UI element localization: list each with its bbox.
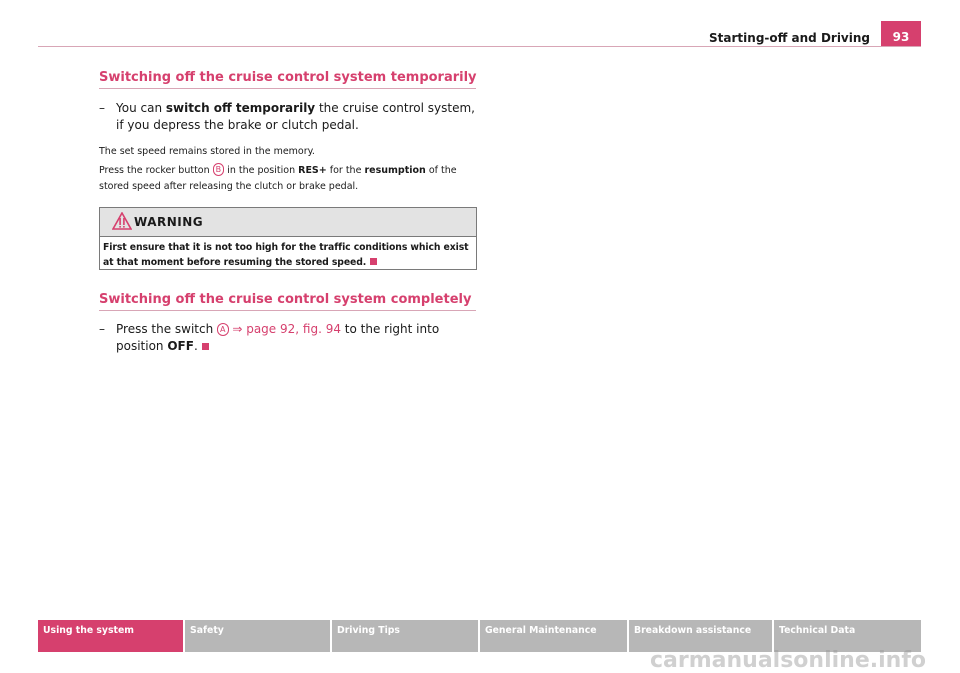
warning-header bbox=[100, 208, 476, 237]
step-dash: – bbox=[99, 101, 105, 115]
nav-tab-general-maintenance[interactable]: General Maintenance bbox=[480, 620, 627, 652]
nav-tab-using-the-system[interactable]: Using the system bbox=[38, 620, 183, 652]
nav-tab-driving-tips[interactable]: Driving Tips bbox=[332, 620, 478, 652]
page-reference-link[interactable]: ⇒ page 92, fig. 94 bbox=[232, 322, 341, 336]
note-text: Press the rocker button bbox=[99, 165, 213, 176]
step-body bbox=[99, 321, 479, 355]
badge-a: A bbox=[217, 323, 228, 336]
note-rocker-button bbox=[99, 163, 479, 195]
warning-text bbox=[100, 237, 476, 270]
end-square-icon bbox=[370, 258, 377, 265]
section-title-temporarily: Switching off the cruise control system temporarily bbox=[99, 70, 476, 89]
step-switch-off-temporarily bbox=[99, 100, 479, 134]
badge-b: B bbox=[213, 163, 225, 176]
step-text: You can bbox=[116, 101, 166, 115]
warning-text-content: First ensure that it is not too high for the traffic conditions which exist at that moment before resuming the stored speed. bbox=[103, 242, 469, 268]
nav-tab-breakdown-assistance[interactable]: Breakdown assistance bbox=[629, 620, 772, 652]
note-text: of the stored speed after releasing the clutch or brake pedal. bbox=[99, 165, 457, 192]
step-text: to the right into position bbox=[116, 322, 440, 353]
note-bold: RES+ bbox=[298, 165, 327, 176]
note-bold: resumption bbox=[364, 165, 426, 176]
note-text: in the position bbox=[224, 165, 299, 176]
step-dash: – bbox=[99, 322, 105, 336]
note-text: for the bbox=[326, 165, 365, 176]
nav-tab-technical-data[interactable]: Technical Data bbox=[774, 620, 921, 652]
chapter-title: Starting-off and Driving bbox=[709, 31, 870, 45]
step-text: Press the switch bbox=[116, 322, 218, 336]
warning-box bbox=[99, 207, 477, 270]
page-number: 93 bbox=[881, 21, 921, 47]
warning-triangle-icon bbox=[112, 212, 132, 234]
header-divider bbox=[38, 46, 921, 47]
step-text: . bbox=[193, 339, 198, 353]
section-title-completely: Switching off the cruise control system completely bbox=[99, 292, 476, 311]
nav-tab-safety[interactable]: Safety bbox=[185, 620, 330, 652]
step-bold: switch off temporarily bbox=[165, 101, 316, 115]
step-text: the cruise control system, if you depress the brake or clutch pedal. bbox=[116, 101, 475, 132]
end-square-icon bbox=[202, 343, 209, 350]
step-switch-off-completely bbox=[99, 321, 479, 355]
step-bold: OFF bbox=[167, 339, 194, 353]
watermark: carmanualsonline.info bbox=[650, 648, 926, 673]
step-body bbox=[99, 100, 479, 134]
warning-title: WARNING bbox=[134, 215, 204, 229]
note-memory: The set speed remains stored in the memory. bbox=[99, 146, 315, 157]
